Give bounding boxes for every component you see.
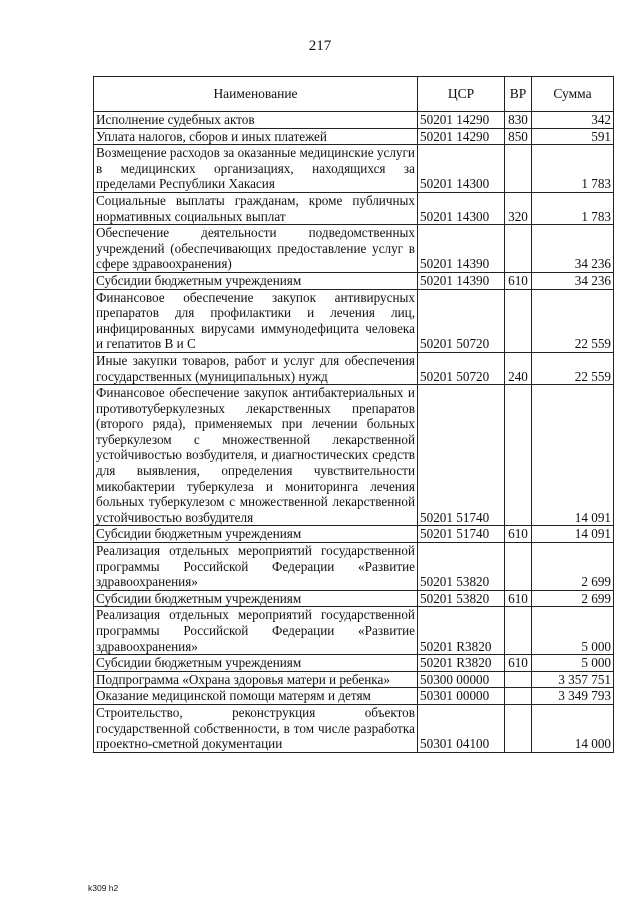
header-vr: ВР xyxy=(505,77,532,112)
header-name: Наименование xyxy=(94,77,418,112)
row-name: Исполнение судебных актов xyxy=(94,112,418,129)
row-csr: 50201 53820 xyxy=(418,543,505,591)
row-vr xyxy=(505,671,532,688)
row-csr: 50201 50720 xyxy=(418,352,505,384)
row-name: Субсидии бюджетным учреждениям xyxy=(94,655,418,672)
row-name: Возмещение расходов за оказанные медицинские услуги в медицинских организациях, находящихся за пределами Республики Хакасия xyxy=(94,145,418,193)
row-name: Строительство, реконструкция объектов государственной собственности, в том числе разработка проектно-сметной документации xyxy=(94,704,418,752)
row-vr: 610 xyxy=(505,655,532,672)
row-sum: 5 000 xyxy=(532,655,614,672)
row-sum: 2 699 xyxy=(532,590,614,607)
table-row xyxy=(94,272,614,289)
row-csr: 50201 53820 xyxy=(418,590,505,607)
row-name: Субсидии бюджетным учреждениям xyxy=(94,272,418,289)
row-name: Оказание медицинской помощи матерям и детям xyxy=(94,688,418,705)
row-name: Финансовое обеспечение закупок антивирусных препаратов для профилактики и лечения лиц, инфицированных вирусами иммунодефицита человека и гепатитов B и C xyxy=(94,289,418,352)
table-row xyxy=(94,128,614,145)
footer-code: k309 h2 xyxy=(88,883,119,893)
row-csr: 50201 50720 xyxy=(418,289,505,352)
row-vr: 610 xyxy=(505,590,532,607)
row-vr: 320 xyxy=(505,192,532,224)
row-csr: 50201 R3820 xyxy=(418,655,505,672)
table-row xyxy=(94,526,614,543)
row-csr: 50201 R3820 xyxy=(418,607,505,655)
row-vr xyxy=(505,543,532,591)
table-row xyxy=(94,607,614,655)
row-sum: 22 559 xyxy=(532,289,614,352)
row-name: Реализация отдельных мероприятий государственной программы Российской Федерации «Развитие здравоохранения» xyxy=(94,607,418,655)
row-csr: 50300 00000 xyxy=(418,671,505,688)
row-name: Иные закупки товаров, работ и услуг для обеспечения государственных (муниципальных) нужд xyxy=(94,352,418,384)
row-vr xyxy=(505,145,532,193)
table-header-row xyxy=(94,77,614,112)
row-sum: 1 783 xyxy=(532,192,614,224)
row-vr: 240 xyxy=(505,352,532,384)
table-row xyxy=(94,145,614,193)
table-row xyxy=(94,289,614,352)
table-row xyxy=(94,112,614,129)
table-row xyxy=(94,192,614,224)
row-vr: 850 xyxy=(505,128,532,145)
row-name: Социальные выплаты гражданам, кроме публичных нормативных социальных выплат xyxy=(94,192,418,224)
row-csr: 50201 14300 xyxy=(418,145,505,193)
table-row xyxy=(94,352,614,384)
page-number: 217 xyxy=(308,38,332,54)
row-name: Обеспечение деятельности подведомственных учреждений (обеспечивающих предоставление услуг в сфере здравоохранения) xyxy=(94,225,418,273)
budget-table xyxy=(93,76,614,753)
row-sum: 591 xyxy=(532,128,614,145)
row-name: Подпрограмма «Охрана здоровья матери и ребенка» xyxy=(94,671,418,688)
row-sum: 3 349 793 xyxy=(532,688,614,705)
table-row xyxy=(94,385,614,526)
row-csr: 50301 04100 xyxy=(418,704,505,752)
row-vr: 610 xyxy=(505,272,532,289)
row-name: Финансовое обеспечение закупок антибактериальных и противотуберкулезных лекарственных препаратов (второго ряда), применяемых при лечении больных туберкулезом с множественной лекарственной устойчивостью возбудителя, и диагностических средств для выявления, определения чувствительности микобактерии туберкулеза и мониторинга лечения больных туберкулезом с множественной лекарственной устойчивостью возбудителя xyxy=(94,385,418,526)
row-vr xyxy=(505,289,532,352)
row-sum: 3 357 751 xyxy=(532,671,614,688)
row-csr: 50201 14390 xyxy=(418,225,505,273)
row-vr xyxy=(505,607,532,655)
table-row xyxy=(94,225,614,273)
header-sum: Сумма xyxy=(532,77,614,112)
row-csr: 50301 00000 xyxy=(418,688,505,705)
header-csr: ЦСР xyxy=(418,77,505,112)
row-sum: 14 091 xyxy=(532,385,614,526)
row-sum: 342 xyxy=(532,112,614,129)
row-csr: 50201 14390 xyxy=(418,272,505,289)
table-row xyxy=(94,688,614,705)
row-sum: 34 236 xyxy=(532,272,614,289)
row-vr xyxy=(505,704,532,752)
row-vr: 610 xyxy=(505,526,532,543)
row-sum: 5 000 xyxy=(532,607,614,655)
row-name: Реализация отдельных мероприятий государственной программы Российской Федерации «Развитие здравоохранения» xyxy=(94,543,418,591)
table-row xyxy=(94,671,614,688)
table-row xyxy=(94,655,614,672)
row-sum: 1 783 xyxy=(532,145,614,193)
row-sum: 34 236 xyxy=(532,225,614,273)
row-vr xyxy=(505,225,532,273)
table-row xyxy=(94,590,614,607)
row-csr: 50201 14300 xyxy=(418,192,505,224)
row-sum: 14 091 xyxy=(532,526,614,543)
row-csr: 50201 14290 xyxy=(418,112,505,129)
row-name: Субсидии бюджетным учреждениям xyxy=(94,526,418,543)
row-name: Уплата налогов, сборов и иных платежей xyxy=(94,128,418,145)
row-name: Субсидии бюджетным учреждениям xyxy=(94,590,418,607)
row-sum: 2 699 xyxy=(532,543,614,591)
table-row xyxy=(94,704,614,752)
row-sum: 22 559 xyxy=(532,352,614,384)
row-csr: 50201 51740 xyxy=(418,385,505,526)
row-csr: 50201 51740 xyxy=(418,526,505,543)
row-vr xyxy=(505,385,532,526)
table-row xyxy=(94,543,614,591)
row-csr: 50201 14290 xyxy=(418,128,505,145)
row-vr: 830 xyxy=(505,112,532,129)
row-sum: 14 000 xyxy=(532,704,614,752)
row-vr xyxy=(505,688,532,705)
